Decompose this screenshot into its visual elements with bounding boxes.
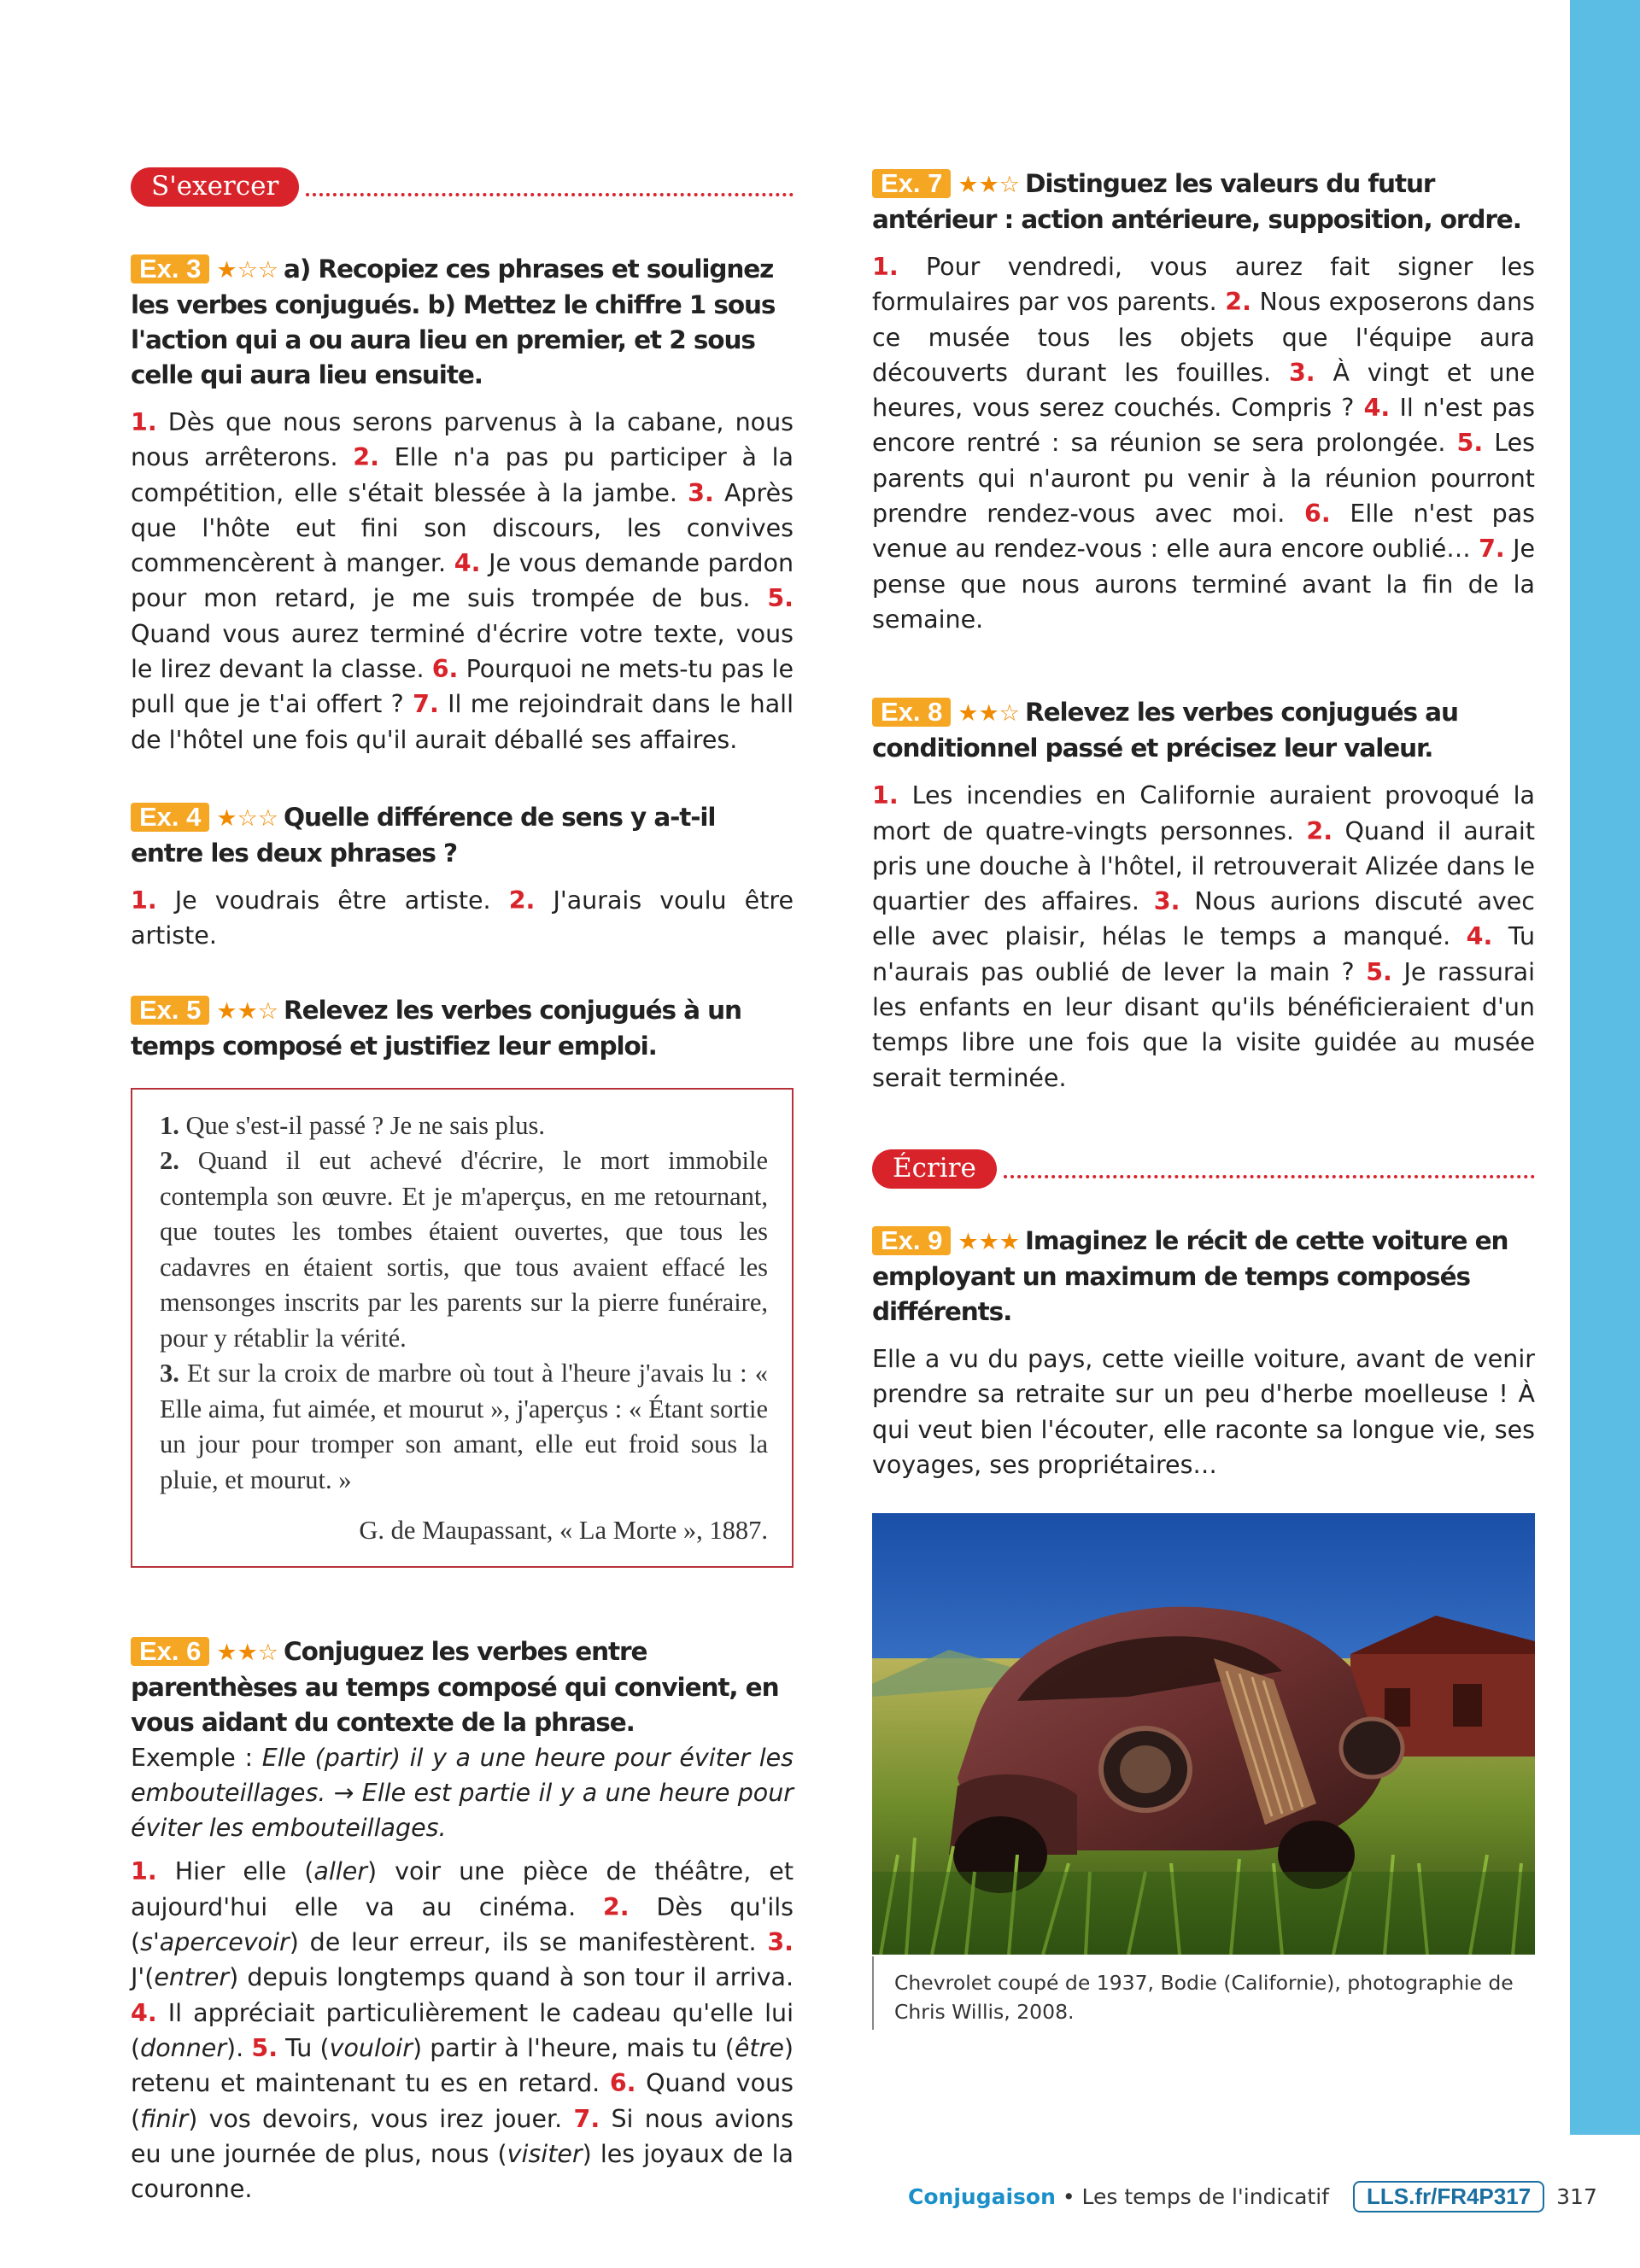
exercise-9 (872, 1224, 1535, 1482)
item-number: 3. (1288, 358, 1315, 387)
item-number: 6. (1304, 500, 1331, 529)
exercise-label: Ex. 5 (131, 996, 209, 1025)
difficulty-stars: ★★☆ (958, 700, 1021, 728)
difficulty-stars: ★☆☆ (216, 257, 279, 284)
exercise-title: Relevez les verbes conjugués au conditionnel passé et précisez leur valeur. (872, 698, 1458, 763)
item-number: 1. (131, 1857, 157, 1886)
quote-text: Que s'est-il passé ? Je ne sais plus. (185, 1110, 546, 1140)
item-number: 1. (872, 781, 899, 810)
item-text: Nous aurions discuté avec elle avec plaisir, hélas le temps a manqué. (872, 887, 1535, 951)
exercise-6 (131, 1634, 794, 2207)
item-text: À vingt et une heures, vous serez couchés. Compris ? (872, 358, 1536, 423)
page-number: 317 (1556, 2184, 1597, 2209)
exercise-label: Ex. 8 (872, 698, 951, 727)
exercise-title: Relevez les verbes conjugués à un temps composé et justifiez leur emploi. (131, 995, 741, 1061)
item-text: J'aurais voulu être artiste. (131, 886, 794, 950)
item-number: 2. (1225, 288, 1251, 317)
item-number: 1. (131, 408, 157, 436)
quote-paragraph (160, 1108, 768, 1144)
item-text: ) retenu et maintenant tu es en retard. (131, 2033, 794, 2098)
item-text: Quand il aurait pris une douche à l'hôtel, il retrouverait Alizée dans le quartier des affaires. (872, 816, 1536, 916)
item-number: 2. (508, 886, 536, 915)
exercise-label: Ex. 6 (131, 1637, 209, 1666)
item-verb: finir (140, 2104, 189, 2133)
item-text: Hier elle ( (174, 1857, 314, 1886)
exercise-heading (131, 993, 794, 1064)
exercise-heading (131, 800, 794, 871)
item-number: 3. (767, 1928, 794, 1957)
dotted-rule (1004, 1175, 1535, 1178)
item-number: 4. (1363, 394, 1391, 423)
item-text: Si nous avions eu une journée de plus, nous ( (131, 2104, 794, 2168)
item-text: Après que l'hôte eut fini son discours, les convives commencèrent à manger. (131, 478, 794, 578)
exercise-label: Ex. 3 (131, 254, 209, 284)
difficulty-stars: ★☆☆ (216, 804, 279, 832)
difficulty-stars: ★★☆ (958, 172, 1021, 198)
photo-caption: Chevrolet coupé de 1937, Bodie (Californie), photographie de Chris Willis, 2008. (872, 1956, 1535, 2030)
item-number: 1. (131, 886, 157, 915)
item-text: ) les joyaux de la couronne. (131, 2139, 794, 2204)
item-text: Il n'est pas encore rentré : sa réunion se sera prolongée. (872, 394, 1535, 458)
section-header-writing (872, 1149, 1535, 1190)
exercise-example (131, 1740, 794, 1846)
section-title: Écrire (872, 1149, 997, 1189)
item-verb: donner (140, 2033, 227, 2062)
footer-chapter: Les temps de l'indicatif (1081, 2184, 1329, 2209)
page-footer (908, 2181, 1597, 2212)
item-text: Les parents qui n'auront pu venir à la réunion pourront prendre rendez-vous avec moi. (872, 429, 1536, 529)
exercise-label: Ex. 4 (131, 803, 209, 832)
footer-separator: • (1055, 2184, 1082, 2209)
exercise-items (131, 1854, 794, 2207)
quote-source: G. de Maupassant, « La Morte », 1887. (359, 1516, 768, 1546)
item-text: Pour vendredi, vous aurez fait signer les formulaires par vos parents. (872, 253, 1535, 317)
left-column (131, 167, 794, 2207)
item-number: 2. (1306, 816, 1333, 845)
quote-paragraph (160, 1143, 768, 1356)
footer-link[interactable]: LLS.fr/FR4P317 (1353, 2181, 1544, 2212)
footer-category: Conjugaison (908, 2184, 1056, 2209)
exercise-8 (872, 695, 1535, 1096)
quote-number: 2. (160, 1146, 179, 1176)
section-title: S'exercer (131, 167, 299, 207)
item-text: ) de leur erreur, ils se manifestèrent. (289, 1928, 757, 1957)
item-verb: entrer (154, 1963, 230, 1992)
exercise-heading (872, 695, 1535, 766)
item-number: 3. (688, 478, 714, 507)
exercise-title: Imaginez le récit de cette voiture en employant un maximum de temps composés différents. (872, 1225, 1508, 1326)
item-number: 4. (454, 549, 481, 578)
item-number: 2. (602, 1892, 630, 1921)
exercise-items (131, 405, 794, 757)
item-text: Je vous demande pardon pour mon retard, je me suis trompée de bus. (131, 549, 794, 613)
exercise-heading (131, 1634, 794, 1740)
item-number: 1. (872, 253, 899, 281)
exercise-items (872, 778, 1535, 1096)
dotted-rule (306, 193, 794, 196)
item-number: 6. (609, 2069, 636, 2098)
exercise-7 (872, 167, 1535, 637)
exercise-label: Ex. 7 (872, 169, 951, 198)
exercise-5 (131, 993, 794, 1568)
item-text: Elle n'a pas pu participer à la compétition, elle s'était blessée à la jambe. (131, 443, 794, 507)
item-text: Nous exposerons dans ce musée tous les objets que l'équipe aura découverts durant les fouilles. (872, 288, 1535, 387)
item-text: Il appréciait particulièrement le cadeau qu'elle lui ( (131, 1998, 794, 2062)
example-label: Exemple : (131, 1743, 254, 1772)
item-number: 5. (1366, 957, 1392, 986)
literary-quote-box (131, 1088, 794, 1568)
item-text: Il me rejoindrait dans le hall de l'hôtel une fois qu'il aurait déballé ses affaires. (131, 690, 794, 754)
item-text: Je voudrais être artiste. (174, 886, 491, 915)
quote-text: Quand il eut achevé d'écrire, le mort immobile contempla son œuvre. Et je m'aperçus, en me retournant, que toutes les tombes étaient ouvertes, que tous les cadavres en étaient sortis, que tous avaient effacé les mensonges inscrits par les parents sur la pierre funéraire, pour y rétablir la vérité. (160, 1146, 769, 1353)
item-text: Tu n'aurais pas oublié de lever la main ? (872, 922, 1536, 986)
item-text: ) vos devoirs, vous irez jouer. (188, 2104, 563, 2133)
item-number: 4. (1466, 922, 1493, 951)
item-number: 7. (1479, 535, 1505, 564)
car-photo (872, 1513, 1535, 1955)
item-text: Quand vous ( (131, 2069, 794, 2133)
side-color-strip (1570, 0, 1640, 2135)
example-text: Elle (partir) il y a une heure pour éviter les embouteillages. → Elle est partie il y a une heure pour éviter les embouteillages. (131, 1743, 794, 1843)
exercise-title: Distinguez les valeurs du futur antérieur : action antérieure, supposition, ordre. (872, 169, 1521, 234)
item-number: 2. (353, 443, 379, 472)
item-text: Je rassurai les enfants en leur disant qu'ils bénéficieraient d'un temps libre une fois que la visite guidée au musée serait terminée. (872, 957, 1536, 1092)
difficulty-stars: ★★★ (958, 1228, 1021, 1255)
item-text: ) voir une pièce de théâtre, et aujourd'hui elle va au cinéma. (131, 1857, 794, 1921)
item-number: 5. (767, 584, 794, 613)
item-verb: visiter (507, 2139, 583, 2168)
difficulty-stars: ★★☆ (216, 1639, 279, 1666)
item-number: 7. (573, 2104, 600, 2133)
item-text: Dès que nous serons parvenus à la cabane, nous nous arrêterons. (131, 408, 794, 472)
section-header-exercise (131, 167, 794, 208)
item-number: 7. (413, 690, 439, 719)
item-number: 6. (431, 655, 459, 684)
exercise-title: Conjuguez les verbes entre parenthèses au temps composé qui convient, en vous aidant du contexte de la phrase. (131, 1636, 779, 1737)
item-text: ) depuis longtemps quand à son tour il arriva. (229, 1963, 794, 1992)
exercise-heading (131, 252, 794, 393)
item-verb: être (734, 2033, 784, 2062)
item-number: 5. (1456, 429, 1484, 458)
exercise-items (131, 883, 794, 954)
item-text: ). (226, 2033, 244, 2062)
item-text: Les incendies en Californie auraient provoqué la mort de quatre-vingts personnes. (872, 781, 1535, 845)
exercise-title: a) Recopiez ces phrases et soulignez les verbes conjugués. b) Mettez le chiffre 1 sous l'action qui a ou aura lieu en premier, et 2 sous celle qui aura lieu ensuite. (131, 254, 776, 389)
exercise-heading (872, 167, 1535, 237)
quote-number: 1. (160, 1110, 179, 1140)
item-number: 5. (251, 2033, 278, 2062)
item-verb: aller (313, 1857, 367, 1886)
item-text: Quand vous aurez terminé d'écrire votre texte, vous le lirez devant la classe. (131, 619, 794, 684)
item-text: Dès qu'ils ( (131, 1892, 794, 1957)
exercise-4 (131, 800, 794, 954)
quote-paragraph (160, 1356, 768, 1498)
exercise-label: Ex. 9 (872, 1226, 951, 1255)
item-text: Je pense que nous aurons terminé avant la fin de la semaine. (872, 535, 1536, 634)
item-number: 3. (1153, 887, 1180, 916)
item-text: ) partir à l'heure, mais tu ( (412, 2033, 735, 2062)
exercise-text: Elle a vu du pays, cette vieille voiture, avant de venir prendre sa retraite sur un peu d'herbe moelleuse ! À qui veut bien l'écouter, elle raconte sa longue vie, ses voyages, ses propriétaires… (872, 1344, 1535, 1479)
item-text: Elle n'est pas venue au rendez-vous : elle aura encore oublié… (872, 500, 1536, 564)
item-number: 4. (131, 1998, 157, 2027)
quote-text: Et sur la croix de marbre où tout à l'heure j'avais lu : « Elle aima, fut aimée, et mourut », j'aperçus : « Étant sortie un jour pour tromper son amant, elle eut froid sous la pluie, et mourut. » (160, 1359, 769, 1494)
exercise-3 (131, 252, 794, 757)
right-column (872, 167, 1535, 2030)
exercise-heading (872, 1224, 1535, 1330)
item-text: Tu ( (285, 2033, 330, 2062)
item-text: Pourquoi ne mets-tu pas le pull que je t'ai offert ? (131, 655, 794, 719)
difficulty-stars: ★★☆ (216, 997, 279, 1025)
exercise-title: Quelle différence de sens y a-t-il entre les deux phrases ? (131, 802, 716, 868)
quote-number: 3. (160, 1359, 179, 1388)
item-verb: vouloir (329, 2033, 413, 2062)
item-verb: s'apercevoir (140, 1928, 290, 1957)
abandoned-car-illustration (872, 1513, 1535, 1955)
item-text: J'( (131, 1963, 155, 1992)
exercise-items (872, 249, 1535, 637)
